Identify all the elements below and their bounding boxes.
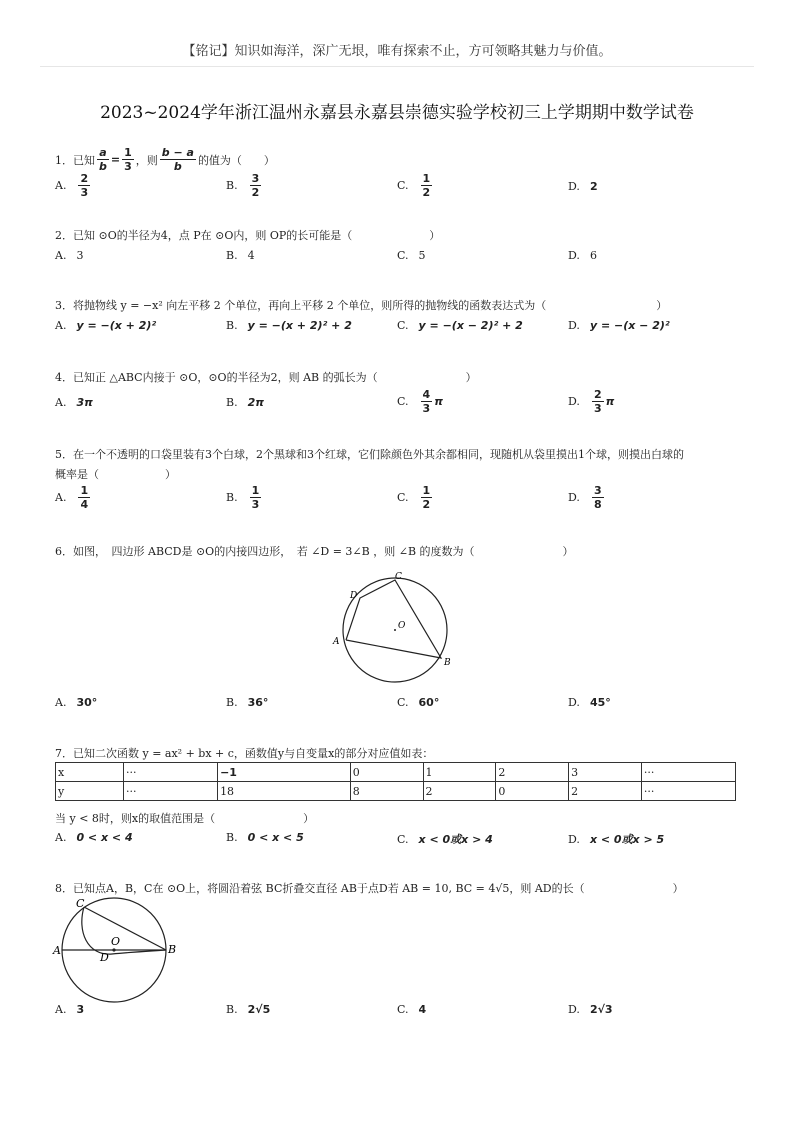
option-value: y = −(x − 2)² + 2 — [418, 319, 523, 332]
numerator: 3 — [251, 172, 260, 185]
denominator: 3 — [251, 498, 260, 511]
table-cell: 2 — [423, 782, 496, 801]
equals-sign: = — [110, 153, 121, 166]
q8-option-c[interactable] — [397, 1003, 426, 1016]
table-row — [56, 782, 736, 801]
numerator: b − a — [161, 146, 194, 159]
label-a: A — [53, 944, 61, 957]
option-label: A. — [55, 395, 67, 409]
question-text: 已知点A，B，C在 ⊙O上，将圆沿着弦 BC折叠交直径 AB于点D若 AB = 10, BC = 4√5，则 AD的长（ ） — [73, 882, 684, 895]
table-cell: 1 — [423, 763, 496, 782]
question-text: 已知 ⊙O的半径为4，点 P在 ⊙O内，则 OP的长可能是（ ） — [73, 229, 441, 242]
option-fraction — [250, 484, 262, 511]
question-number: 3． — [55, 299, 73, 312]
numerator: 1 — [422, 172, 431, 185]
exam-title: 2023~2024学年浙江温州永嘉县永嘉县崇德实验学校初三上学期期中数学试卷 — [100, 103, 694, 123]
label-a: A — [333, 637, 340, 647]
question-text: 已知 — [73, 153, 95, 167]
label-c: C — [395, 572, 402, 582]
table-cell: 8 — [350, 782, 423, 801]
question-1-stem — [55, 146, 275, 173]
option-fraction — [592, 388, 604, 415]
option-label: B. — [226, 179, 238, 192]
q4-option-a[interactable] — [55, 388, 93, 416]
q2-option-d[interactable] — [568, 249, 597, 262]
q6-option-b[interactable] — [226, 696, 268, 709]
q6-option-d[interactable] — [568, 696, 611, 709]
table-row — [56, 763, 736, 782]
question-number: 8． — [55, 882, 73, 895]
denominator: 2 — [422, 186, 431, 199]
option-label: B. — [226, 696, 238, 709]
option-value: x < 0或x > 5 — [589, 833, 665, 846]
question-number: 5． — [55, 448, 73, 461]
pi-symbol: π — [434, 395, 443, 408]
question-5-stem-cont — [55, 466, 176, 482]
option-label: D. — [568, 249, 580, 262]
question-number: 7． — [55, 747, 73, 760]
question-4-stem — [55, 369, 477, 385]
option-label: C. — [397, 832, 409, 846]
numerator: 1 — [251, 484, 260, 497]
option-label: B. — [226, 491, 238, 504]
table-cell: x — [56, 763, 124, 782]
option-label: A. — [55, 1003, 67, 1016]
option-label: C. — [397, 319, 409, 332]
option-label: A. — [55, 696, 67, 709]
option-label: A. — [55, 831, 67, 844]
table-cell: y — [56, 782, 124, 801]
option-label: D. — [568, 179, 580, 193]
denominator: 2 — [251, 186, 260, 199]
q3-option-a[interactable] — [55, 319, 156, 332]
numerator: 1 — [80, 484, 89, 497]
numerator: 3 — [593, 484, 602, 497]
q8-figure-folded-circle — [52, 896, 182, 1004]
table-cell: −1 — [218, 763, 351, 782]
q5-option-d[interactable] — [568, 484, 606, 511]
option-value: 6 — [589, 249, 597, 262]
table-cell: ··· — [124, 782, 218, 801]
option-value: y = −(x + 2)² + 2 — [247, 319, 352, 332]
numerator: 1 — [422, 484, 431, 497]
table-cell: 0 — [350, 763, 423, 782]
option-label: B. — [226, 831, 238, 844]
numerator: 4 — [422, 388, 431, 401]
q4-option-d[interactable] — [568, 388, 614, 415]
q5-option-c[interactable] — [397, 484, 434, 511]
question-text: 已知正 △ABC内接于 ⊙O，⊙O的半径为2，则 AB 的弧长为（ ） — [73, 371, 477, 384]
option-value: 4 — [418, 1003, 427, 1016]
pi-symbol: π — [605, 395, 615, 408]
question-2-stem — [55, 227, 440, 243]
q7-option-c[interactable] — [397, 831, 493, 847]
q8-option-a[interactable] — [55, 1003, 84, 1016]
option-value: y = −(x + 2)² — [76, 319, 157, 332]
option-value: 4 — [247, 249, 255, 262]
denominator: 3 — [80, 186, 89, 199]
q7-option-d[interactable] — [568, 831, 664, 847]
label-d: D — [350, 591, 358, 601]
option-value: 2 — [589, 179, 598, 193]
option-label: D. — [568, 1003, 580, 1016]
fraction-a-over-b — [97, 146, 109, 173]
q6-figure-inscribed-quadrilateral — [325, 568, 465, 693]
fraction-one-third — [122, 146, 134, 173]
q4-option-c[interactable] — [397, 388, 443, 415]
denominator: b — [173, 160, 182, 173]
label-b: B — [444, 658, 451, 668]
option-value: 3 — [76, 249, 84, 262]
option-value: x < 0或x > 4 — [418, 833, 493, 846]
numerator: 2 — [593, 388, 602, 401]
question-text: 将抛物线 y = −x² 向左平移 2 个单位，再向上平移 2 个单位，则所得的抛物线的函数表达式为（ ） — [73, 299, 668, 312]
question-text: 已知二次函数 y = ax² + bx + c，函数值y与自变量x的部分对应值如表： — [73, 747, 434, 760]
header-divider — [40, 66, 754, 67]
option-value: 0 < x < 5 — [247, 831, 304, 844]
option-value: 45° — [589, 696, 611, 709]
option-fraction — [421, 172, 433, 199]
option-value: 60° — [418, 696, 440, 709]
denominator: 3 — [593, 402, 602, 415]
q7-option-a[interactable] — [55, 831, 133, 844]
center-point — [112, 948, 115, 951]
q1-option-d[interactable] — [568, 172, 598, 200]
option-label: A. — [55, 249, 67, 262]
option-fraction — [592, 484, 604, 511]
q6-option-c[interactable] — [397, 696, 439, 709]
option-label: A. — [55, 319, 67, 332]
option-value: 0 < x < 4 — [76, 831, 133, 844]
option-label: B. — [226, 319, 238, 332]
denominator: 3 — [422, 402, 431, 415]
q6-option-a[interactable] — [55, 696, 97, 709]
label-o: O — [111, 935, 121, 948]
option-value: 3 — [76, 1003, 85, 1016]
q1-option-b[interactable] — [226, 172, 263, 199]
question-5-stem — [55, 446, 684, 462]
chord-bc — [84, 907, 166, 950]
option-label: D. — [568, 696, 580, 709]
option-fraction — [421, 388, 433, 415]
question-text: 在一个不透明的口袋里装有3个白球，2个黑球和3个红球，它们除颜色外其余都相同，现随机从袋里摸出1个球，则摸出白球的 — [73, 448, 684, 461]
option-label: B. — [226, 395, 238, 409]
question-text: 如图， 四边形 ABCD是 ⊙O的内接四边形， 若 ∠D = 3∠B ，则 ∠B 的度数为（ ） — [73, 545, 574, 558]
q5-option-a[interactable] — [55, 484, 92, 511]
label-b: B — [168, 943, 177, 956]
question-text: 概率是（ ） — [55, 468, 176, 481]
option-label: B. — [226, 1003, 238, 1016]
center-point — [394, 629, 396, 631]
option-value: 2√3 — [589, 1003, 613, 1016]
table-cell: 18 — [218, 782, 351, 801]
table-cell: ··· — [641, 782, 735, 801]
folded-arc — [82, 907, 166, 954]
q3-option-d[interactable] — [568, 319, 670, 332]
question-6-stem — [55, 543, 574, 559]
option-value: 30° — [76, 696, 98, 709]
q3-option-c[interactable] — [397, 319, 523, 332]
question-number: 2． — [55, 229, 73, 242]
numerator: 1 — [124, 146, 132, 159]
q7-value-table — [55, 762, 736, 801]
q8-option-d[interactable] — [568, 1003, 613, 1016]
question-7-condition: 当 y < 8时，则x的取值范围是（ ） — [55, 812, 315, 825]
table-cell: 2 — [496, 763, 569, 782]
label-o: O — [398, 621, 406, 631]
question-text: ，则 — [135, 153, 158, 167]
option-value: y = −(x − 2)² — [589, 319, 670, 332]
label-d: D — [100, 951, 109, 964]
q5-option-b[interactable] — [226, 484, 263, 511]
q2-option-a[interactable] — [55, 249, 83, 262]
table-cell: 3 — [569, 763, 642, 782]
option-label: C. — [397, 1003, 409, 1016]
option-fraction — [78, 172, 90, 199]
option-value: 3π — [76, 395, 93, 409]
q7-option-b[interactable] — [226, 831, 304, 844]
numerator: 2 — [80, 172, 89, 185]
label-c: C — [76, 897, 85, 910]
option-fraction — [78, 484, 90, 511]
table-cell: 2 — [569, 782, 642, 801]
q1-option-a[interactable] — [55, 172, 92, 199]
option-label: D. — [568, 832, 580, 846]
option-label: A. — [55, 179, 67, 192]
option-fraction — [250, 172, 262, 199]
option-label: C. — [397, 179, 409, 192]
denominator: b — [99, 160, 107, 173]
denominator: 3 — [124, 160, 132, 173]
option-label: A. — [55, 491, 67, 504]
table-cell: ··· — [641, 763, 735, 782]
option-fraction — [421, 484, 433, 511]
option-label: C. — [397, 249, 409, 262]
option-label: C. — [397, 395, 409, 408]
question-number: 1． — [55, 153, 73, 167]
q1-option-c[interactable] — [397, 172, 434, 199]
denominator: 4 — [80, 498, 89, 511]
numerator: a — [99, 146, 107, 159]
option-label: C. — [397, 491, 409, 504]
table-cell: ··· — [124, 763, 218, 782]
question-text: 的值为（ ） — [197, 153, 275, 167]
q4-option-b[interactable] — [226, 388, 264, 416]
option-value: 36° — [247, 696, 269, 709]
question-3-stem — [55, 297, 667, 313]
denominator: 2 — [422, 498, 431, 511]
option-value: 2π — [247, 395, 264, 409]
question-7-stem — [55, 745, 433, 761]
question-number: 6． — [55, 545, 73, 558]
motto-banner: 【铭记】知识如海洋，深广无垠，唯有探索不止，方可领略其魅力与价值。 — [182, 44, 612, 59]
option-label: C. — [397, 696, 409, 709]
q2-option-c[interactable] — [397, 249, 426, 262]
q8-option-b[interactable] — [226, 1003, 270, 1016]
fraction-b-minus-a-over-b — [160, 146, 196, 173]
option-label: B. — [226, 249, 238, 262]
option-label: D. — [568, 319, 580, 332]
question-8-stem — [55, 880, 684, 896]
question-number: 4． — [55, 371, 73, 384]
option-label: D. — [568, 395, 580, 408]
option-label: D. — [568, 491, 580, 504]
denominator: 8 — [593, 498, 602, 511]
q2-option-b[interactable] — [226, 249, 255, 262]
q3-option-b[interactable] — [226, 319, 352, 332]
table-cell: 0 — [496, 782, 569, 801]
option-value: 5 — [418, 249, 426, 262]
option-value: 2√5 — [247, 1003, 271, 1016]
